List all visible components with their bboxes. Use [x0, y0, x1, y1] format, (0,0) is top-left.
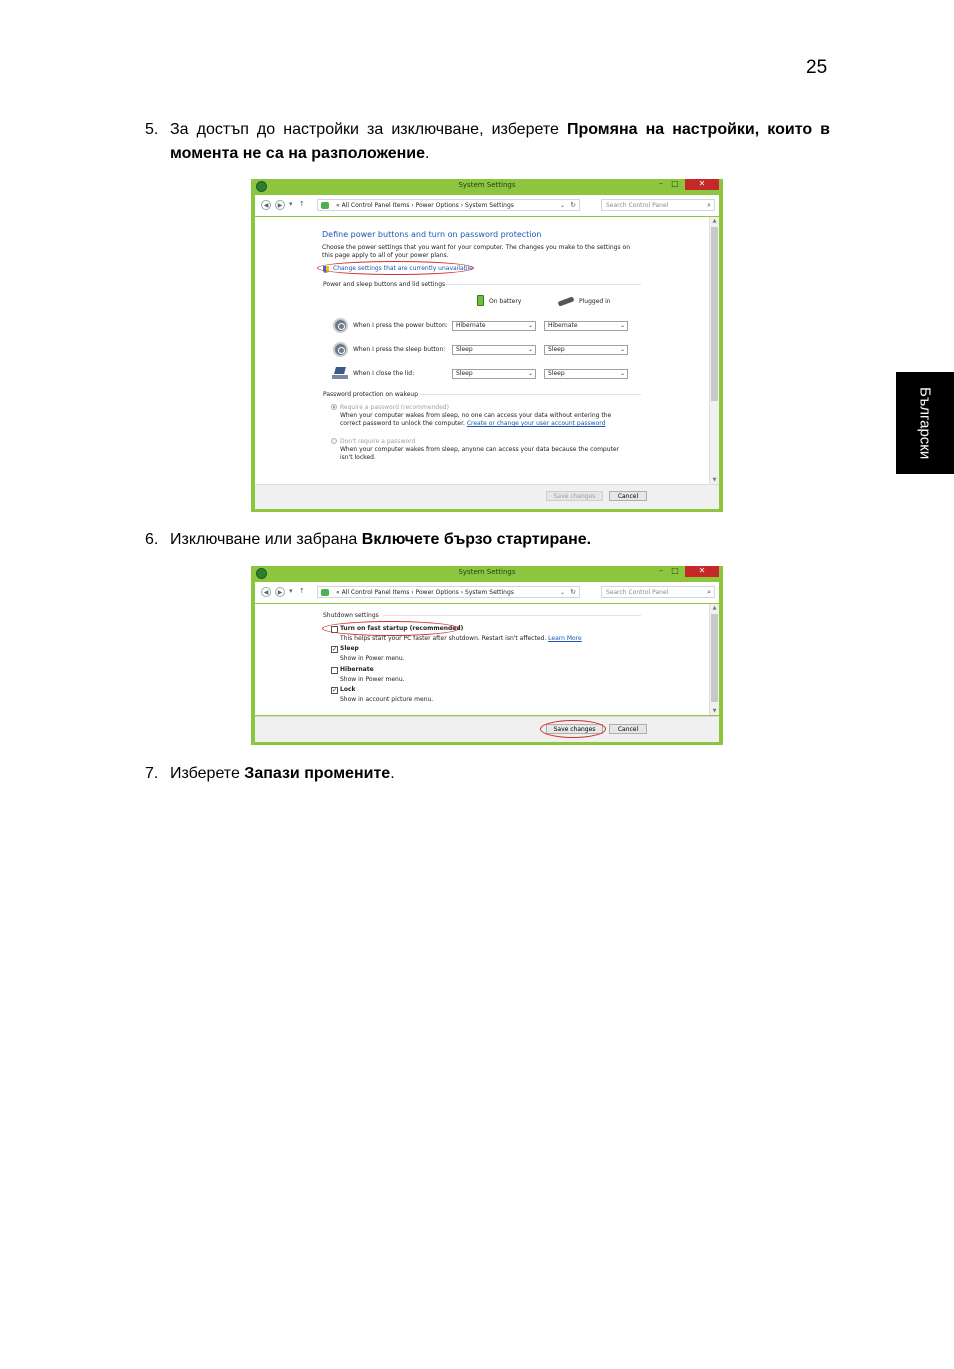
no-password-description: When your computer wakes from sleep, anyone can access your data because the computer isn't locked. [340, 446, 620, 461]
step-text-plain: Изберете [170, 765, 245, 782]
description-text: Choose the power settings that you want for your computer. The changes you make to the settings on this page apply to all of your power plans. [322, 244, 631, 259]
maximize-button[interactable]: □ [671, 566, 679, 575]
laptop-lid-icon [332, 367, 348, 381]
scroll-up-icon[interactable]: ▲ [712, 218, 717, 224]
scrollbar-thumb[interactable] [711, 227, 718, 401]
chevron-down-icon: ⌄ [527, 346, 533, 353]
sleep-checkbox[interactable]: ✓ [332, 646, 338, 653]
learn-more-link[interactable]: Learn More [548, 635, 582, 642]
sleep-button-label: When I press the sleep button: [353, 346, 446, 353]
address-bar [255, 582, 719, 603]
language-side-tab [896, 372, 954, 474]
chevron-down-icon[interactable]: ⌄ [559, 202, 565, 209]
window-title: System Settings [458, 568, 516, 576]
up-arrow-icon[interactable]: ↑ [299, 200, 305, 208]
title-bar [251, 179, 723, 193]
plugged-in-header: Plugged in [579, 298, 611, 305]
require-password-radio[interactable] [331, 404, 337, 410]
hibernate-description: Show in Power menu. [340, 676, 405, 683]
search-icon[interactable]: ⌕ [707, 588, 711, 596]
system-settings-window-1 [251, 179, 723, 512]
search-icon[interactable]: ⌕ [707, 201, 711, 209]
scroll-down-icon[interactable]: ▼ [712, 477, 717, 483]
forward-arrow-icon[interactable]: ▶ [275, 200, 285, 210]
power-button-label: When I press the power button: [353, 322, 448, 329]
content-pane [255, 604, 719, 715]
dialog-footer [255, 716, 719, 742]
hibernate-checkbox[interactable] [331, 667, 338, 674]
step-text-end: . [425, 145, 430, 162]
section-divider [419, 394, 641, 395]
create-password-link[interactable]: Create or change your user account password [466, 420, 606, 427]
lid-close-plugged-select[interactable] [544, 369, 628, 379]
chevron-down-icon: ⌄ [619, 346, 625, 353]
step-number: 7. [145, 765, 159, 782]
hibernate-label: Hibernate [340, 666, 374, 673]
select-value: Hibernate [548, 322, 578, 329]
save-changes-button[interactable]: Save changes [546, 724, 603, 734]
lock-checkbox[interactable]: ✓ [332, 687, 338, 694]
system-settings-window-2 [251, 566, 723, 745]
page-heading: Define power buttons and turn on password protection [322, 230, 542, 239]
select-value: Sleep [456, 346, 473, 353]
minimize-button[interactable]: – [659, 566, 663, 575]
chevron-down-icon: ⌄ [527, 322, 533, 329]
no-password-label: Don't require a password [340, 438, 416, 445]
power-button-plugged-select[interactable] [544, 321, 628, 331]
lock-description: Show in account picture menu. [340, 696, 434, 703]
fast-startup-label: Turn on fast startup (recommended) [340, 625, 464, 632]
power-button-battery-select[interactable] [452, 321, 536, 331]
step-text-end: . [390, 765, 395, 782]
page-number: 25 [806, 57, 828, 78]
require-password-description [340, 412, 632, 428]
lock-label: Lock [340, 686, 356, 693]
content-pane [255, 217, 719, 484]
search-placeholder: Search Control Panel [606, 202, 669, 209]
chevron-down-icon: ⌄ [619, 370, 625, 377]
select-value: Sleep [548, 370, 565, 377]
plug-icon [558, 296, 575, 306]
step-7 [145, 762, 830, 786]
step-text-plain: Изключване или забрана [170, 531, 362, 548]
no-password-radio[interactable] [331, 438, 337, 444]
section-divider [383, 615, 641, 616]
battery-icon [477, 295, 484, 306]
forward-arrow-icon[interactable]: ▶ [275, 587, 285, 597]
step-text-bold: Включете бързо стартиране. [361, 531, 592, 548]
address-bar [255, 195, 719, 216]
save-changes-button[interactable]: Save changes [546, 491, 603, 501]
maximize-button[interactable]: □ [671, 179, 679, 188]
step-number: 5. [145, 121, 159, 138]
change-settings-link[interactable]: Change settings that are currently unavailable [333, 265, 473, 272]
refresh-icon[interactable]: ↻ [570, 201, 576, 209]
section-password-title: Password protection on wakeup [323, 391, 419, 398]
require-password-label: Require a password (recommended) [340, 404, 449, 411]
control-panel-icon [321, 589, 329, 596]
highlight-oval [317, 261, 474, 275]
breadcrumb[interactable] [317, 199, 580, 211]
step-text [170, 528, 830, 552]
fast-startup-description [340, 635, 582, 642]
step-6 [145, 528, 830, 552]
recent-dropdown-icon[interactable]: ▾ [289, 587, 293, 595]
recent-dropdown-icon[interactable]: ▾ [289, 200, 293, 208]
step-number: 6. [145, 531, 159, 548]
power-button-icon [333, 318, 348, 333]
fast-startup-desc-text: This helps start your PC faster after shutdown. Restart isn't affected. [340, 635, 547, 642]
step-text [170, 762, 830, 786]
breadcrumb-path: « All Control Panel Items › Power Options › System Settings [336, 589, 514, 596]
step-5 [145, 118, 830, 166]
section-shutdown-title: Shutdown settings [323, 612, 379, 619]
require-password-desc-text: When your computer wakes from sleep, no one can access your data without entering the correct password to unlock the computer. [340, 412, 612, 427]
vertical-scrollbar[interactable] [709, 217, 719, 484]
on-battery-header: On battery [489, 298, 522, 305]
step-text-plain: За достъп до настройки за изключване, изберете [170, 121, 567, 138]
breadcrumb[interactable] [317, 586, 580, 598]
chevron-down-icon[interactable]: ⌄ [559, 589, 565, 596]
sleep-button-battery-select[interactable] [452, 345, 536, 355]
step-text-bold: Промяна на настройки, които в момента не са на разположение [170, 121, 830, 162]
highlight-oval [540, 720, 606, 738]
select-value: Sleep [456, 370, 473, 377]
title-bar [251, 566, 723, 580]
dialog-footer [255, 484, 719, 509]
window-title: System Settings [458, 181, 516, 189]
vertical-scrollbar[interactable] [709, 604, 719, 715]
scroll-down-icon[interactable]: ▼ [712, 708, 717, 714]
chevron-down-icon: ⌄ [527, 370, 533, 377]
lid-close-label: When I close the lid: [353, 370, 415, 377]
scroll-up-icon[interactable]: ▲ [712, 605, 717, 611]
sleep-description: Show in Power menu. [340, 655, 405, 662]
cancel-button[interactable]: Cancel [609, 491, 647, 501]
highlight-oval [322, 621, 459, 636]
minimize-button[interactable]: – [659, 179, 663, 188]
close-button[interactable]: ✕ [685, 566, 719, 577]
select-value: Sleep [548, 346, 565, 353]
sleep-label: Sleep [340, 645, 359, 652]
lid-close-battery-select[interactable] [452, 369, 536, 379]
breadcrumb-path: « All Control Panel Items › Power Options › System Settings [336, 202, 514, 209]
sleep-button-icon [333, 342, 348, 357]
step-text-bold: Запази промените [244, 765, 391, 782]
search-input[interactable] [601, 199, 715, 211]
language-side-tab-label: Български [916, 386, 934, 460]
sleep-button-plugged-select[interactable] [544, 345, 628, 355]
step-text [170, 118, 830, 166]
search-input[interactable] [601, 586, 715, 598]
control-panel-icon [321, 202, 329, 209]
up-arrow-icon[interactable]: ↑ [299, 587, 305, 595]
close-button[interactable]: ✕ [685, 179, 719, 190]
section-divider [445, 284, 641, 285]
select-value: Hibernate [456, 322, 486, 329]
scrollbar-thumb[interactable] [711, 614, 718, 702]
back-arrow-icon[interactable]: ◀ [261, 587, 271, 597]
cancel-button[interactable]: Cancel [609, 724, 647, 734]
chevron-down-icon: ⌄ [619, 322, 625, 329]
section-buttons-title: Power and sleep buttons and lid settings [323, 281, 446, 288]
search-placeholder: Search Control Panel [606, 589, 669, 596]
refresh-icon[interactable]: ↻ [570, 588, 576, 596]
back-arrow-icon[interactable]: ◀ [261, 200, 271, 210]
